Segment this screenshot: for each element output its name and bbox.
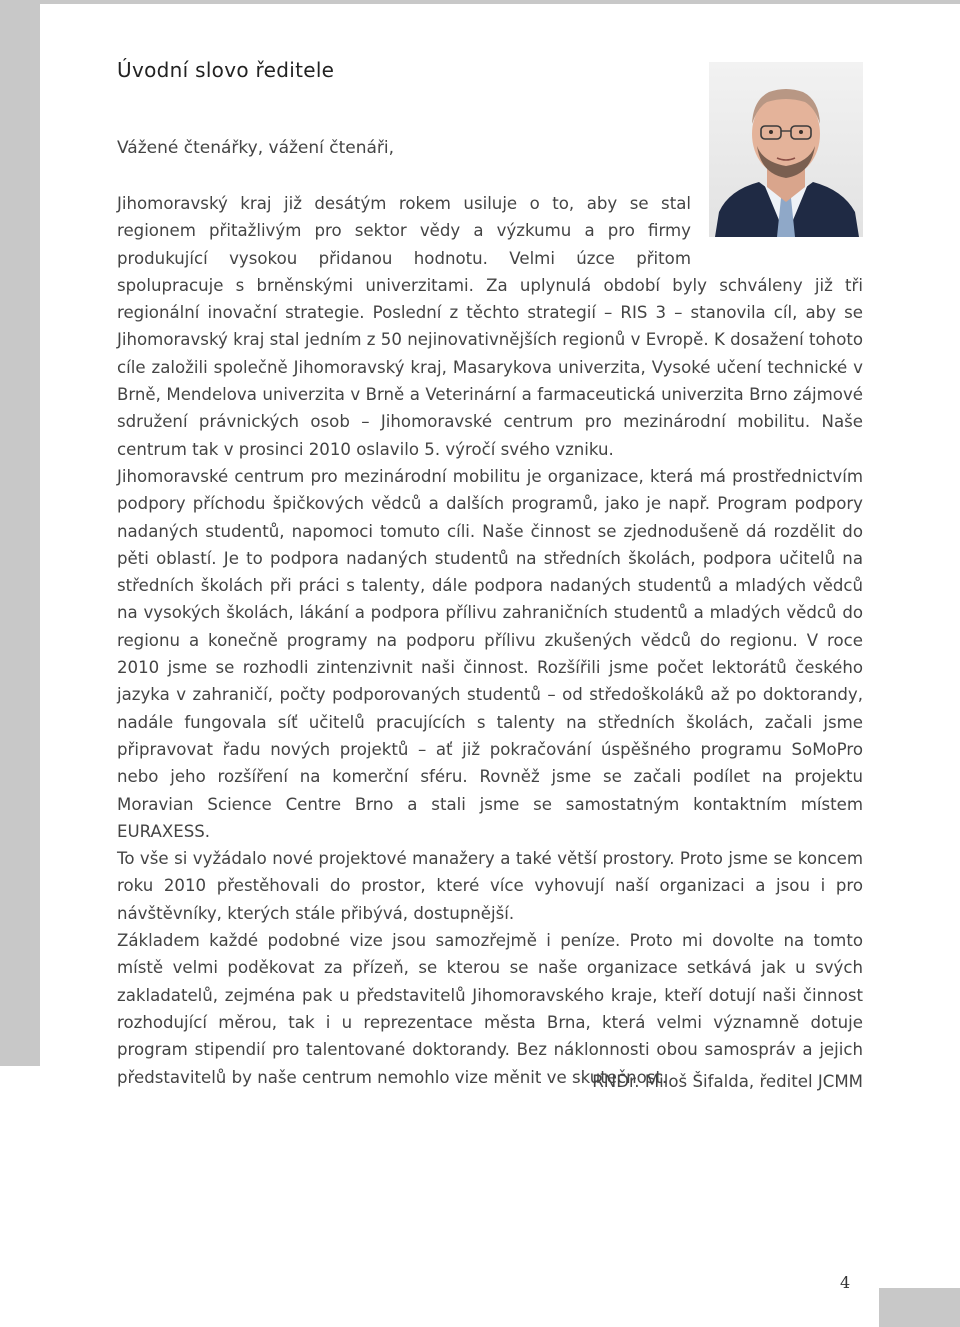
page-number: 4 <box>840 1273 851 1292</box>
left-side-bar <box>0 0 40 1066</box>
signature: RNDr. Miloš Šifalda, ředitel JCMM <box>592 1072 863 1091</box>
page-corner-block <box>879 1288 960 1327</box>
paragraph-2: Jihomoravské centrum pro mezinárodní mobilitu je organizace, která má prostřednictvím podpory příchodu špičkových vědců a dalších programů, jako je např. Program podpory nadaných studentů, napomoci tomuto cíli. Naše činnost se zjednodušeně dá rozdělit do pěti oblastí. Je to podpora nadaných studentů na středních školách, podpora učitelů na středních školách při práci s talenty, dále podpora nadaných studentů a mladých vědců na vysokých školách, lákání a podpora přílivu zahraničních studentů a mladých vědců do regionu a konečně programy na podporu přílivu zkušených vědců do regionu. V roce 2010 jsme se rozhodli zintenzivnit naši činnost. Rozšířili jsme počet lektorátů českého jazyka v zahraničí, počty podporovaných studentů – od středoškoláků až po doktorandy, nadále fungovala síť učitelů pracujících s talenty na středních školách, začali jsme připravovat řadu nových projektů – ať již pokračování úspěšného programu SoMoPro nebo jeho rozšíření na komerční sféru. Rovněž jsme se začali podílet na projektu Moravian Science Centre Brno a stali jsme se samostatným kontaktním místem EURAXESS. <box>117 466 863 841</box>
paragraph-4: Základem každé podobné vize jsou samozřejmě i peníze. Proto mi dovolte na tomto místě velmi poděkovat za přízeň, se kterou se naše organizace setkává jak u svých zakladatelů, zejména pak u představitelů Jihomoravského kraje, kteří dotují naši činnost rozhodující měrou, tak i u reprezentace města Brna, která velmi významně dotuje program stipendií pro talentované doktorandy. Bez náklonnosti obou samospráv a jejich představitelů by naše centrum nemohlo vize měnit ve skutečnost. <box>117 931 863 1087</box>
letter-body <box>117 190 863 1091</box>
paragraph-1: Jihomoravský kraj již desátým rokem usiluje o to, aby se stal regionem přitažlivým pro sektor vědy a výzkumu a pro firmy produkující vysokou přidanou hodnotu. Velmi úzce přitom spolupracuje s brněnskými univerzitami. Za uplynulá období byly schváleny již tři regionální inovační strategie. Poslední z těchto strategií – RIS 3 – stanovila cíl, aby se Jihomoravský kraj stal jedním z 50 nejinovativnějších regionů v Evropě. K dosažení tohoto cíle založili společně Jihomoravský kraj, Masarykova univerzita, Vysoké učení technické v Brně, Mendelova univerzita v Brně a Veterinární a farmaceutická univerzita Brno zájmové sdružení právnických osob – Jihomoravské centrum pro mezinárodní mobilitu. Naše centrum tak v prosinci 2010 oslavilo 5. výročí svého vzniku. <box>117 194 863 459</box>
paragraph-3: To vše si vyžádalo nové projektové manažery a také větší prostory. Proto jsme se koncem roku 2010 přestěhovali do prostor, které více vyhovují naší organizaci a jsou i pro návštěvníky, kterých stále přibývá, dostupnější. <box>117 849 863 923</box>
portrait-wrap-spacer <box>691 190 863 266</box>
top-border-line <box>40 0 960 4</box>
salutation: Vážené čtenářky, vážení čtenáři, <box>117 138 395 158</box>
page-title: Úvodní slovo ředitele <box>117 58 335 82</box>
